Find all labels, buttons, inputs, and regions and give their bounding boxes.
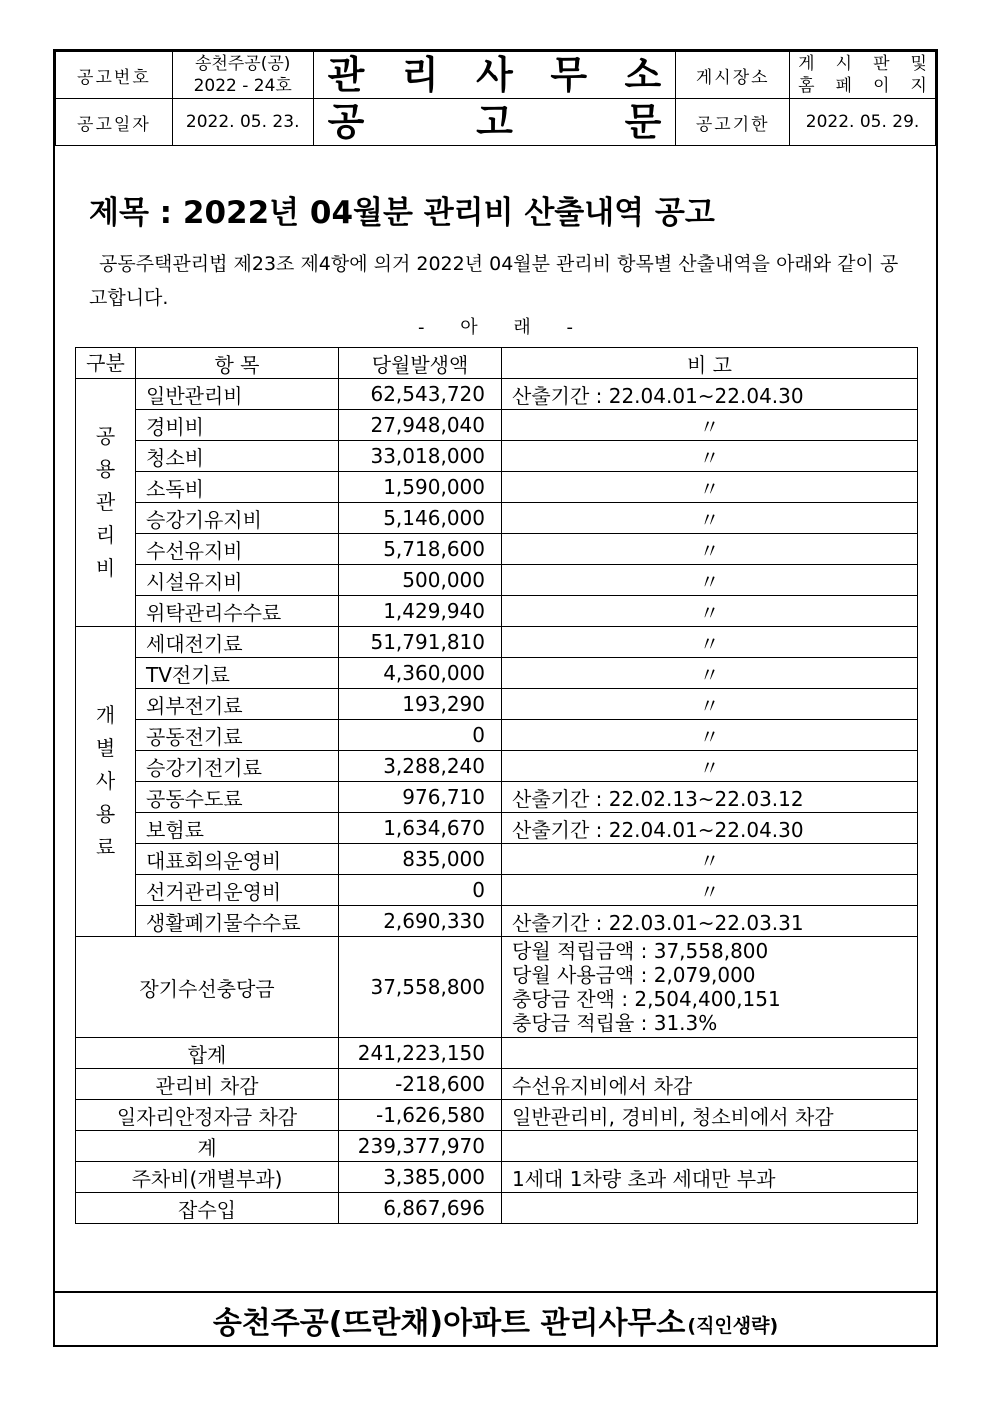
col-header-category: 구분	[76, 348, 136, 379]
summary-amount: -218,600	[339, 1069, 502, 1100]
seal-note: (직인생략)	[687, 1314, 779, 1337]
notice-title-char: 공	[327, 100, 365, 144]
deadline-value: 2022. 05. 29.	[790, 99, 936, 146]
summary-amount: 241,223,150	[339, 1038, 502, 1069]
summary-row	[76, 1193, 918, 1224]
item-note: 〃	[502, 751, 918, 782]
item-name: TV전기료	[136, 658, 339, 689]
item-name: 일반관리비	[136, 379, 339, 410]
table-row	[76, 379, 918, 410]
post-place-char: 판	[873, 54, 890, 74]
item-amount: 27,948,040	[339, 410, 502, 441]
item-note: 〃	[502, 565, 918, 596]
item-amount: 51,791,810	[339, 627, 502, 658]
item-amount: 1,634,670	[339, 813, 502, 844]
summary-amount: 3,385,000	[339, 1162, 502, 1193]
reserve-note-line: 충당금 잔액 : 2,504,400,151	[512, 987, 781, 1011]
item-name: 수선유지비	[136, 534, 339, 565]
item-amount: 0	[339, 875, 502, 906]
table-row	[76, 813, 918, 844]
table-row	[76, 844, 918, 875]
item-amount: 835,000	[339, 844, 502, 875]
item-amount: 4,360,000	[339, 658, 502, 689]
item-name: 외부전기료	[136, 689, 339, 720]
post-place-char: 홈	[798, 76, 815, 96]
post-place-char: 지	[910, 76, 927, 96]
below-label: - 아 래 -	[418, 317, 573, 338]
table-row	[76, 472, 918, 503]
table-row	[76, 906, 918, 937]
reserve-note-line: 당월 사용금액 : 2,079,000	[512, 963, 756, 987]
summary-row	[76, 1100, 918, 1131]
summary-item: 일자리안정자금 차감	[76, 1100, 339, 1131]
item-note: 〃	[502, 534, 918, 565]
office-title-char: 관	[327, 53, 365, 97]
group-label-text: 개별사용료	[95, 703, 116, 859]
item-note: 산출기간 : 22.02.13~22.03.12	[502, 782, 918, 813]
item-amount: 0	[339, 720, 502, 751]
reserve-notes	[502, 937, 918, 1038]
item-name: 소독비	[136, 472, 339, 503]
item-amount: 33,018,000	[339, 441, 502, 472]
col-header-note: 비 고	[502, 348, 918, 379]
post-place-value	[790, 52, 936, 99]
table-row	[76, 441, 918, 472]
item-name: 공동수도료	[136, 782, 339, 813]
reserve-note-line: 충당금 적립율 : 31.3%	[512, 1011, 718, 1035]
intro-paragraph: 공동주택관리법 제23조 제4항에 의거 2022년 04월분 관리비 항목별 산출내역을 아래와 같이 공고합니다.	[89, 253, 899, 309]
item-note: 〃	[502, 689, 918, 720]
table-row	[76, 410, 918, 441]
item-name: 세대전기료	[136, 627, 339, 658]
item-name: 경비비	[136, 410, 339, 441]
item-name: 보험료	[136, 813, 339, 844]
item-amount: 976,710	[339, 782, 502, 813]
table-row	[76, 565, 918, 596]
item-name: 시설유지비	[136, 565, 339, 596]
item-note: 〃	[502, 658, 918, 689]
item-note: 산출기간 : 22.04.01~22.04.30	[502, 379, 918, 410]
summary-row	[76, 1162, 918, 1193]
table-row	[76, 751, 918, 782]
table-header-row	[76, 348, 918, 379]
summary-note: 일반관리비, 경비비, 청소비에서 차감	[502, 1100, 918, 1131]
notice-frame	[53, 49, 938, 1347]
item-amount: 3,288,240	[339, 751, 502, 782]
summary-amount: -1,626,580	[339, 1100, 502, 1131]
reserve-amount: 37,558,800	[339, 937, 502, 1038]
notice-date-label: 공고일자	[56, 99, 173, 146]
notice-no-label: 공고번호	[56, 52, 173, 99]
item-name: 생활폐기물수수료	[136, 906, 339, 937]
post-place-char: 페	[835, 76, 853, 96]
notice-no-line-1: 송천주공(공)	[195, 54, 291, 74]
fee-table	[75, 347, 918, 1224]
item-amount: 193,290	[339, 689, 502, 720]
item-note: 산출기간 : 22.03.01~22.03.31	[502, 906, 918, 937]
notice-no-value	[172, 52, 313, 99]
office-title-char: 사	[476, 53, 513, 97]
table-row	[76, 720, 918, 751]
summary-row	[76, 1038, 918, 1069]
deadline-label: 공고기한	[676, 99, 790, 146]
item-amount: 5,146,000	[339, 503, 502, 534]
reserve-item: 장기수선충당금	[76, 937, 339, 1038]
notice-no-line-2: 2022 - 24호	[193, 76, 292, 96]
summary-row	[76, 1131, 918, 1162]
item-amount: 2,690,330	[339, 906, 502, 937]
table-row	[76, 658, 918, 689]
office-title-char: 소	[624, 53, 662, 97]
table-row	[76, 782, 918, 813]
summary-item: 계	[76, 1131, 339, 1162]
item-note: 산출기간 : 22.04.01~22.04.30	[502, 813, 918, 844]
item-note: 〃	[502, 875, 918, 906]
table-row	[76, 875, 918, 906]
summary-item: 주차비(개별부과)	[76, 1162, 339, 1193]
summary-item: 관리비 차감	[76, 1069, 339, 1100]
document-title: 제목 : 2022년 04월분 관리비 산출내역 공고	[89, 195, 715, 231]
footer-signature	[55, 1291, 936, 1347]
office-title	[313, 52, 676, 99]
group-label	[76, 627, 136, 937]
summary-item: 잡수입	[76, 1193, 339, 1224]
item-note: 〃	[502, 410, 918, 441]
group-label	[76, 379, 136, 627]
item-name: 승강기유지비	[136, 503, 339, 534]
office-name: 송천주공(뜨란채)아파트 관리사무소	[212, 1306, 686, 1341]
item-amount: 1,590,000	[339, 472, 502, 503]
item-note: 〃	[502, 596, 918, 627]
col-header-amount: 당월발생액	[339, 348, 502, 379]
item-note: 〃	[502, 472, 918, 503]
notice-title	[313, 99, 676, 146]
group-label-text: 공용관리비	[95, 424, 116, 580]
item-amount: 62,543,720	[339, 379, 502, 410]
item-amount: 5,718,600	[339, 534, 502, 565]
item-note: 〃	[502, 844, 918, 875]
item-name: 선거관리운영비	[136, 875, 339, 906]
post-place-label: 게시장소	[676, 52, 790, 99]
summary-amount: 6,867,696	[339, 1193, 502, 1224]
office-title-char: 리	[401, 53, 439, 97]
table-row	[76, 534, 918, 565]
item-note: 〃	[502, 627, 918, 658]
office-title-char: 무	[550, 53, 588, 97]
summary-note: 1세대 1차량 초과 세대만 부과	[502, 1162, 918, 1193]
summary-row	[76, 1069, 918, 1100]
item-amount: 1,429,940	[339, 596, 502, 627]
notice-date-value: 2022. 05. 23.	[172, 99, 313, 146]
notice-title-char: 고	[476, 100, 513, 144]
item-name: 승강기전기료	[136, 751, 339, 782]
item-name: 청소비	[136, 441, 339, 472]
col-header-item: 항 목	[136, 348, 339, 379]
summary-note	[502, 1131, 918, 1162]
item-name: 위탁관리수수료	[136, 596, 339, 627]
summary-note	[502, 1038, 918, 1069]
reserve-row	[76, 937, 918, 1038]
item-note: 〃	[502, 720, 918, 751]
post-place-char: 이	[873, 76, 890, 96]
summary-note: 수선유지비에서 차감	[502, 1069, 918, 1100]
item-amount: 500,000	[339, 565, 502, 596]
table-row	[76, 503, 918, 534]
summary-item: 합계	[76, 1038, 339, 1069]
item-name: 공동전기료	[136, 720, 339, 751]
item-note: 〃	[502, 441, 918, 472]
post-place-char: 및	[910, 54, 927, 74]
item-name: 대표회의운영비	[136, 844, 339, 875]
post-place-char: 게	[798, 54, 815, 74]
post-place-char: 시	[835, 54, 853, 74]
notice-title-char: 문	[624, 100, 662, 144]
table-row	[76, 627, 918, 658]
notice-header-table	[55, 51, 936, 146]
item-note: 〃	[502, 503, 918, 534]
summary-amount: 239,377,970	[339, 1131, 502, 1162]
summary-note	[502, 1193, 918, 1224]
table-row	[76, 596, 918, 627]
table-row	[76, 689, 918, 720]
reserve-note-line: 당월 적립금액 : 37,558,800	[512, 939, 769, 963]
